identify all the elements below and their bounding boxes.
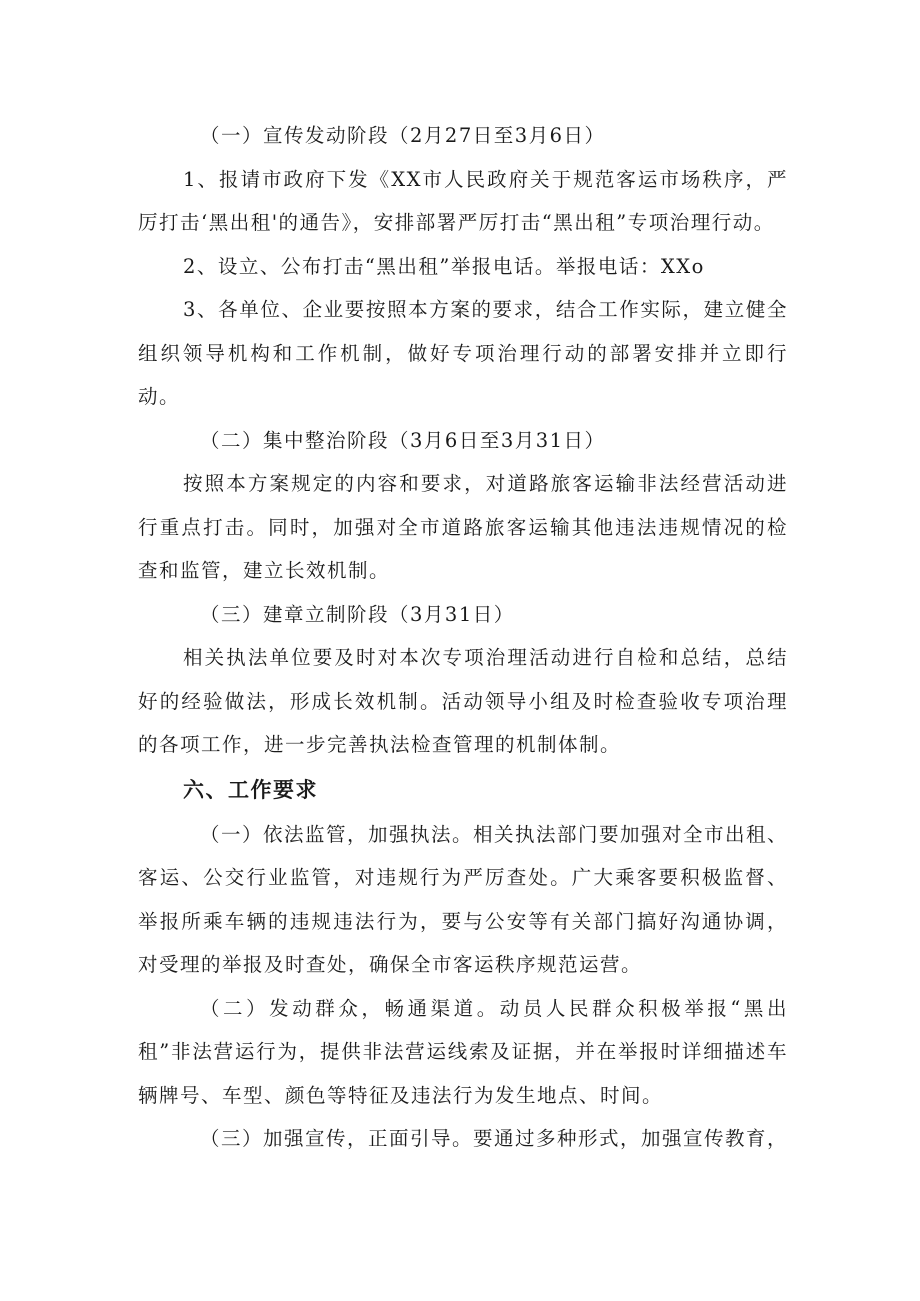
stage-1-item-1: 1、报请市政府下发《XX市人民政府关于规范客运市场秩序，严厉打击‘黑出租'的通告》，安排部署严厉打击“黑出租”专项治理行动。 [138,167,788,234]
stage-3-body: 相关执法单位要及时对本次专项治理活动进行自检和总结，总结好的经验做法，形成长效机制。活动领导小组及时检查验收专项治理的各项工作，进一步完善执法检查管理的机制体制。 [138,646,788,756]
stage-1-item-2: 2、设立、公布打击“黑出租”举报电话。举报电话：XXo [183,254,705,278]
requirement-2: （二）发动群众，畅通渠道。动员人民群众积极举报“黑出租”非法营运行为，提供非法营运线索及证据，并在举报时详细描述车辆牌号、车型、颜色等特征及违法行为发生地点、时间。 [138,996,788,1107]
stage-1-title: （一）宣传发动阶段（2月27日至3月6日） [200,124,606,147]
section-6-heading: 六、工作要求 [183,777,318,802]
requirement-3: （三）加强宣传，正面引导。要通过多种形式，加强宣传教育， [200,1127,789,1150]
document-body [138,114,788,1161]
requirement-1: （一）依法监管，加强执法。相关执法部门要加强对全市出租、客运、公交行业监管，对违规行为严厉查处。广大乘客要积极监督、举报所乘车辆的违规违法行为，要与公安等有关部门搞好沟通协调，对受理的举报及时查处，确保全市客运秩序规范运营。 [138,822,789,976]
stage-2-body: 按照本方案规定的内容和要求，对道路旅客运输非法经营活动进行重点打击。同时，加强对全市道路旅客运输其他违法违规情况的检查和监管，建立长效机制。 [138,472,788,582]
stage-2-title: （二）集中整治阶段（3月6日至3月31日） [200,428,606,452]
stage-3-title: （三）建章立制阶段（3月31日） [200,602,515,626]
stage-1-item-3: 3、各单位、企业要按照本方案的要求，结合工作实际，建立健全组织领导机构和工作机制，做好专项治理行动的部署安排并立即行动。 [138,298,788,408]
